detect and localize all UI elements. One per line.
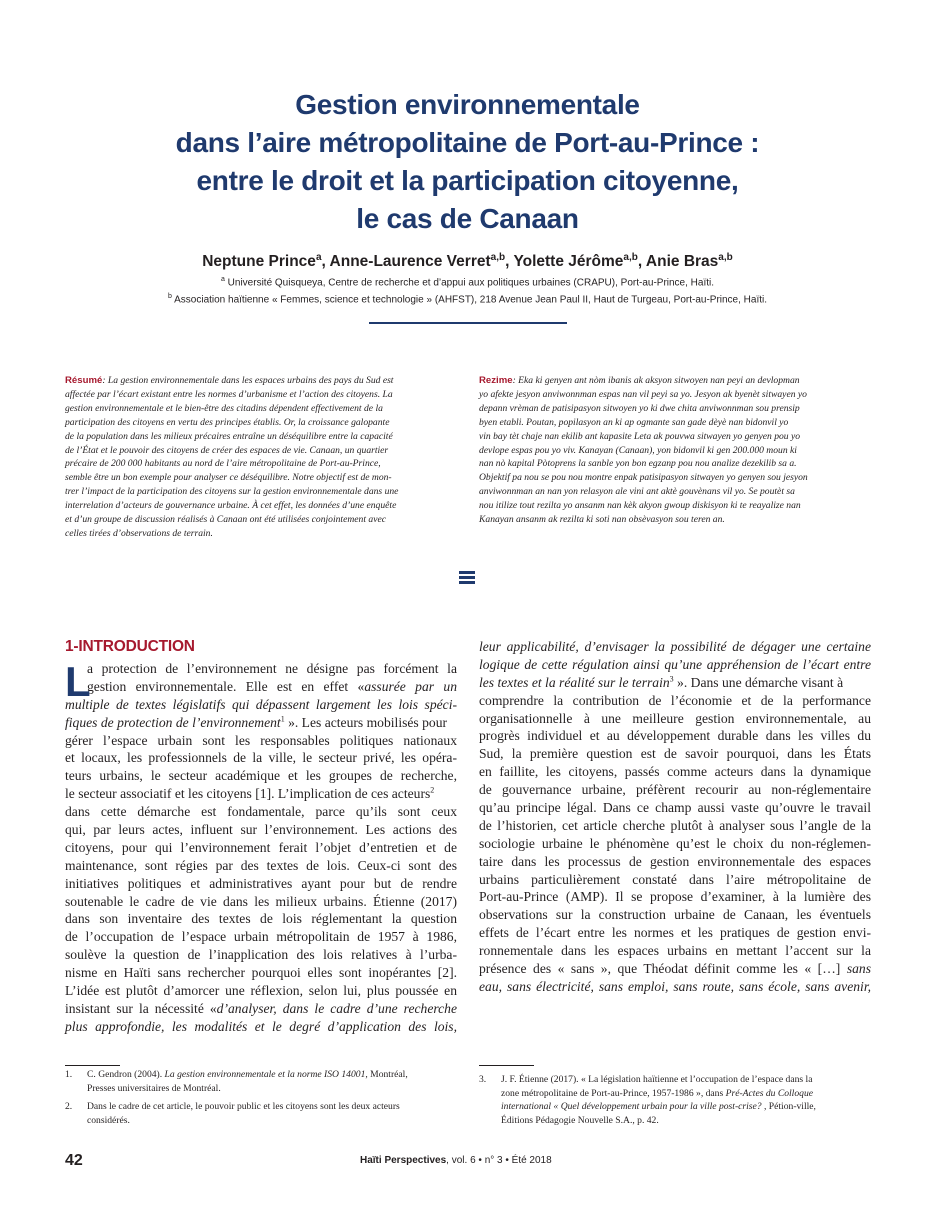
footnote-ref: 3 — [669, 674, 674, 684]
body-line: multiple de textes législatifs qui dépassent largement les lois spéci- — [65, 696, 457, 712]
abstract-line: gestion environnementale et le bien-être des citadins dépendent effectivement de la — [65, 402, 383, 414]
affiliation-mark: a — [220, 276, 225, 283]
body-line: Sud, la première question est de savoir pourquoi, dans les États — [479, 746, 871, 762]
abstract-line: affectée par l’écart existant entre les normes d’urbanisme et l’action des citoyens. La — [65, 388, 393, 400]
footnote-number: 2. — [65, 1101, 73, 1112]
abstract-line: yo afekte jesyon anviwonnman espas nan vil peyi sa yo. Jesyon ak byenèt sitwayen yo — [479, 388, 807, 400]
abstract-french — [65, 374, 457, 541]
abstract-line: participation des citoyens en vertu des principes établis. Or, la croissance galopante — [65, 416, 390, 428]
body-line: soutenable le cadre de vie dans les milieux urbains. Étienne (2017) — [65, 893, 457, 909]
section-heading: 1-INTRODUCTION — [65, 638, 195, 655]
author-name: Anie Bras — [645, 253, 719, 271]
abstract-line: vin bay tèt chaje nan ekilib ant kapasite Leta ak pouvwa sitwayen yo genyen pou yo — [479, 430, 801, 442]
title-line: entre le droit et la participation citoyenne, — [196, 165, 739, 196]
body-line: gestion environnementale. Elle est en effet «assurée par un — [87, 678, 457, 694]
affiliation-text: Association haïtienne « Femmes, science et technologie » (AHFST), 218 Avenue Jean Paul II, Haut de Turgeau, Port-au-Prince, Haïti. — [174, 294, 768, 306]
abstract-line: depann vrèman de patisipasyon sitwoyen yo ki dwe chita anviwonnman sou prensip — [479, 402, 800, 414]
footnote-rule — [479, 1065, 534, 1066]
author-affiliation-mark: a,b — [718, 252, 733, 263]
author-affiliation-mark: a,b — [623, 252, 638, 263]
abstract-line: Kanayan ansanm ak rezilta ki soti nan obsèvasyon sou teren an. — [479, 514, 725, 526]
running-footer — [360, 1155, 552, 1166]
body-line: insistant sur la nécessité «d’analyser, dans le cadre d’une recherche — [65, 1000, 457, 1016]
title-divider — [369, 322, 567, 324]
abstract-line: Objektif pa nou se pou nou montre enpak patisipasyon sitwayen yo genyen sou jesyon — [479, 472, 808, 484]
body-line: de l’historien, cet article cherche plutôt à analyser sous l’angle de la — [479, 817, 871, 833]
body-column-right — [479, 638, 871, 996]
footnote-text: J. F. Étienne (2017). « La législation haïtienne et l’occupation de l’espace dans la zone métropolitaine de Port-au-Prince, 1957-1986 », dans Pré-Actes du Colloque international « Quel développement urbain pour la ville post-crise? , Pétion-ville, Éditions Pédagogie Nouvelle S.A., p. 42. — [501, 1074, 816, 1126]
abstract-line: byen etabli. Poutan, popilasyon an ki ap ogmante san gade dèyè nan bidonvil yo — [479, 416, 789, 428]
footnote-text: C. Gendron (2004). La gestion environnementale et la norme ISO 14001, Montréal, Presses universitaires de Montréal. — [87, 1069, 408, 1094]
title-line: le cas de Canaan — [356, 203, 579, 234]
body-line: L’idée est plutôt d’amorcer une réflexion, selon lui, plus poussée en — [65, 983, 457, 999]
body-line: en faillite, les citoyens, passés comme acteurs dans la dynamique — [479, 764, 871, 780]
abstract-text: : La gestion environnementale dans les espaces urbains des pays du Sud est — [102, 375, 394, 386]
body-line: présence des « sans », que Théodat définit comme les « […] sans — [479, 961, 871, 977]
author-affiliation-mark: a,b — [490, 252, 506, 263]
body-line: dans cette démarche est fondamentale, parce qu’ils sont ceux — [65, 804, 457, 820]
abstract-label: Résumé — [65, 375, 103, 386]
author-name: Neptune Prince — [202, 253, 316, 271]
footnote-number: 3. — [479, 1074, 487, 1085]
abstract-line — [479, 374, 871, 388]
abstract-line: anviwonnman an nan yon relasyon ale vini ant aktè gouvènans vil yo. Se poutèt sa — [479, 486, 795, 498]
affiliation — [60, 276, 875, 288]
body-line: observations sur la construction urbaine de Canaan, les éventuels — [479, 907, 871, 923]
abstract-creole — [479, 374, 871, 527]
page-number: 42 — [65, 1152, 83, 1169]
footnote-number: 1. — [65, 1069, 73, 1080]
abstract-line: de l’État et le pouvoir des citoyens de créer des espaces de vie. Canaan, un quartier — [65, 444, 389, 456]
body-line: nisme en Haïti sans rechercher pourquoi elles sont inopérantes [2]. — [65, 965, 457, 981]
body-line: dans son inventaire des textes de lois réglementant la question — [65, 911, 457, 927]
body-line: teurs urbains, le secteur académique et les groupes de recherche, — [65, 768, 457, 784]
body-line: qui, par leurs actes, influent sur l’environnement. Les actions des — [65, 822, 457, 838]
body-line: logique de cette régulation ainsi qu’une appréhension de l’écart entre — [479, 656, 871, 672]
body-line: qu’au principe légal. Dans ce champ aussi vaste qu’ouvre le travail — [479, 800, 871, 816]
body-line: et locaux, les professionnels de la ville, le secteur privé, les opéra- — [65, 750, 457, 766]
body-line: fiques de protection de l’environnement$^1$ ». Les acteurs mobilisés pour — [65, 714, 448, 730]
abstract-line: de la population dans les milieux précaires entraîne un déséquilibre entre la capacité — [65, 430, 393, 442]
abstract-line: et d’un groupe de discussion réalisés à Canaan ont été utilisées conjointement avec — [65, 514, 386, 526]
section-divider-icon — [459, 571, 475, 585]
body-line: le secteur associatif et les citoyens [1]. L’implication de ces acteurs$^2$ — [65, 785, 435, 802]
affiliation-mark: b — [167, 293, 172, 300]
article-title — [60, 86, 875, 238]
author-name: Anne-Laurence Verret — [329, 253, 491, 271]
body-line: effets de l’écart entre les normes et les pratiques de gestion envi- — [479, 925, 871, 941]
body-line: a protection de l’environnement ne désigne pas forcément la — [87, 661, 457, 676]
body-line: leur applicabilité, d’envisager la possibilité de dégager une certaine — [479, 639, 871, 654]
body-line: les textes et la réalité sur le terrain$^3$ ». Dans une démarche visant à — [479, 674, 844, 690]
abstract-line: trer l’impact de la participation des citoyens sur la gestion environnementale dans une — [65, 486, 399, 498]
body-line: soulève la question de l’inapplication des lois relatives à l’urba- — [65, 947, 457, 963]
body-line: de gouvernance urbaine, préfèrent recourir au non-réglementaire — [479, 782, 871, 798]
abstract-line: devlope espas pou yo viv. Kanayan (Canaan), yon bidonvil ki gen 200.000 moun ki — [479, 444, 797, 456]
body-line: sociologie urbaine le phénomène qu’est le choix du non-réglemen- — [479, 835, 871, 851]
abstract-text: : Eka ki genyen ant nòm ibanis ak aksyon sitwoyen nan peyi an devlopman — [512, 375, 800, 386]
body-column-left — [65, 638, 457, 1036]
drop-cap: L — [65, 658, 91, 705]
title-line: dans l’aire métropolitaine de Port-au-Prince : — [175, 127, 760, 158]
body-line: initiatives politiques et administratives ayant pour but de rendre — [65, 875, 457, 891]
body-line: taire dans les processus de gestion environnementale des espaces — [479, 853, 871, 869]
abstract-line: nou itilize tout rezilta yo ansanm nan kèk akyon gwoup diskisyon ki te reayalize nan — [479, 500, 801, 512]
body-line: gérer l’espace urbain sont les responsables politiques nationaux — [65, 732, 457, 748]
body-line: urbains particulièrement constaté dans l’aire métropolitaine de — [479, 871, 871, 887]
affiliation-text: Université Quisqueya, Centre de recherche et d’appui aux politiques urbaines (CRAPU), Port-au-Prince, Haïti. — [227, 277, 715, 289]
abstract-line: précaire de 200 000 habitants au nord de l’aire métropolitaine de Port-au-Prince, — [65, 458, 381, 470]
abstract-label: Rezime — [479, 375, 513, 386]
title-line: Gestion environnementale — [295, 89, 640, 120]
author-name: Yolette Jérôme — [513, 253, 624, 271]
footnote-ref: 1 — [280, 714, 285, 724]
body-line: ronnementale dans les espaces urbains en mettant l’accent sur la — [479, 943, 871, 959]
body-line: Port-au-Prince (AMP). Il se propose d’examiner, à la lumière des — [479, 889, 871, 905]
abstract-line: celles tirées d’observations de terrain. — [65, 527, 213, 539]
journal-issue: , vol. 6 • n° 3 • Été 2018 — [446, 1155, 552, 1166]
footnote-text: Dans le cadre de cet article, le pouvoir public et les citoyens sont les deux acteurs considérés. — [87, 1101, 400, 1126]
footnote-rule — [65, 1065, 120, 1066]
abstract-line: semble être un bon exemple pour analyser ce déséquilibre. Notre objectif est de mon- — [65, 472, 392, 484]
body-line: eau, sans électricité, sans emploi, sans route, sans école, sans avenir, — [479, 978, 871, 994]
abstract-line: interrelation d’acteurs de gouvernance urbaine. À cet effet, les données d’une enquête — [65, 500, 397, 512]
body-line: organisationnelle à une meilleure gestion environnementale, au — [479, 710, 871, 726]
abstract-line: nan nò kapital Pòtoprens la sanble yon bon egzanp pou nou analize dezekilib sa a. — [479, 458, 797, 470]
body-line: de l’occupation de l’espace urbain métropolitain de 1957 à 1986, — [65, 929, 457, 945]
journal-name: Haïti Perspectives — [360, 1155, 447, 1166]
author-affiliation-mark: a — [315, 252, 322, 263]
body-line: maintenance, sont régies par des textes de lois. Ceux-ci sont des — [65, 857, 457, 873]
body-line: progrès individuel et au développement durable dans les villes du — [479, 728, 871, 744]
affiliation — [60, 293, 875, 305]
abstract-line — [65, 374, 457, 388]
author-list: Neptune Prince$^a$, Anne-Laurence Verret$^{a,b}$, Yolette Jérôme$^{a,b}$, Anie Bras$^{a,b}$ — [202, 252, 733, 271]
body-line: citoyens, pour qui l’environnement ferait l’objet d’entretien et de — [65, 839, 457, 855]
footnote-ref: 2 — [430, 785, 435, 795]
body-line: comprendre la contribution de l’économie et de la performance — [479, 692, 871, 708]
body-line: plus approfondie, les modalités et le degré d’application des lois, — [65, 1018, 457, 1034]
